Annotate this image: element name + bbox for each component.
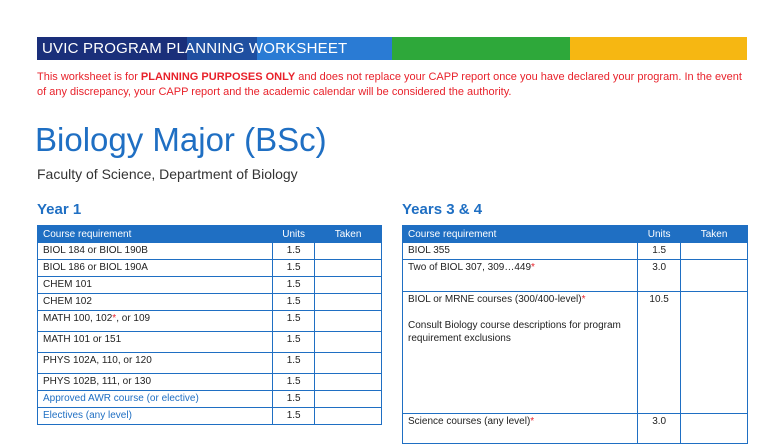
year1-table bbox=[37, 225, 382, 425]
taken-cell[interactable] bbox=[315, 243, 382, 260]
table-row bbox=[38, 408, 382, 425]
column-header-taken: Taken bbox=[315, 226, 382, 243]
course-cell: Electives (any level) bbox=[38, 408, 273, 425]
taken-cell[interactable] bbox=[315, 391, 382, 408]
disclaimer bbox=[37, 70, 749, 100]
course-cell: PHYS 102A, 110, or 120 bbox=[38, 353, 273, 374]
years34-table bbox=[402, 225, 748, 444]
course-note: Consult Biology course descriptions for program requirement exclusions bbox=[408, 320, 621, 344]
course-cell: MATH 101 or 151 bbox=[38, 332, 273, 353]
table-row bbox=[403, 243, 748, 260]
units-cell: 1.5 bbox=[273, 374, 315, 391]
taken-cell[interactable] bbox=[315, 374, 382, 391]
course-cell: CHEM 102 bbox=[38, 294, 273, 311]
taken-cell[interactable] bbox=[315, 260, 382, 277]
table-row bbox=[38, 311, 382, 332]
course-cell bbox=[403, 292, 638, 414]
asterisk-mark: * bbox=[112, 313, 117, 324]
table-row bbox=[38, 260, 382, 277]
column-header-course: Course requirement bbox=[38, 226, 273, 243]
course-cell bbox=[403, 260, 638, 292]
course-cell: BIOL 186 or BIOL 190A bbox=[38, 260, 273, 277]
banner-title: UVIC PROGRAM PLANNING WORKSHEET bbox=[42, 40, 348, 57]
taken-cell[interactable] bbox=[681, 292, 748, 414]
course-cell: CHEM 101 bbox=[38, 277, 273, 294]
units-cell: 1.5 bbox=[273, 311, 315, 332]
taken-cell[interactable] bbox=[315, 277, 382, 294]
disclaimer-post: and does not replace your CAPP report once you have declared your program. In the event of any discrepancy, your CAPP report and the academic calendar will be considered the authority. bbox=[37, 71, 742, 98]
table-row bbox=[38, 374, 382, 391]
taken-cell[interactable] bbox=[315, 294, 382, 311]
units-cell: 3.0 bbox=[638, 260, 681, 292]
units-cell: 1.5 bbox=[273, 243, 315, 260]
taken-cell[interactable] bbox=[315, 311, 382, 332]
asterisk-mark: * bbox=[531, 262, 535, 273]
course-cell bbox=[403, 414, 638, 444]
units-cell: 1.5 bbox=[273, 277, 315, 294]
course-cell: BIOL 355 bbox=[403, 243, 638, 260]
course-text: Science courses (any level) bbox=[408, 416, 531, 427]
course-cell: Approved AWR course (or elective) bbox=[38, 391, 273, 408]
table-row bbox=[38, 294, 382, 311]
course-text: BIOL or MRNE courses (300/400-level) bbox=[408, 294, 582, 305]
table-row bbox=[38, 353, 382, 374]
taken-cell[interactable] bbox=[681, 243, 748, 260]
table-row bbox=[38, 243, 382, 260]
units-cell: 1.5 bbox=[273, 353, 315, 374]
page-subtitle: Faculty of Science, Department of Biology bbox=[37, 166, 298, 182]
column-header-course: Course requirement bbox=[403, 226, 638, 243]
table-row bbox=[38, 277, 382, 294]
table-row bbox=[403, 260, 748, 292]
year1-heading: Year 1 bbox=[37, 201, 82, 218]
taken-cell[interactable] bbox=[681, 260, 748, 292]
course-text-suffix: , or 109 bbox=[116, 313, 151, 324]
asterisk-mark: * bbox=[530, 416, 535, 427]
table-row bbox=[38, 332, 382, 353]
units-cell: 10.5 bbox=[638, 292, 681, 414]
units-cell: 1.5 bbox=[273, 408, 315, 425]
course-text: Two of BIOL 307, 309…449 bbox=[408, 262, 532, 273]
disclaimer-bold: PLANNING PURPOSES ONLY bbox=[140, 71, 296, 83]
page-title: Biology Major (BSc) bbox=[35, 121, 327, 158]
taken-cell[interactable] bbox=[315, 408, 382, 425]
table-row bbox=[403, 292, 748, 414]
taken-cell[interactable] bbox=[315, 332, 382, 353]
units-cell: 1.5 bbox=[273, 294, 315, 311]
taken-cell[interactable] bbox=[315, 353, 382, 374]
course-cell: PHYS 102B, 111, or 130 bbox=[38, 374, 273, 391]
units-cell: 1.5 bbox=[273, 391, 315, 408]
years34-heading: Years 3 & 4 bbox=[402, 201, 483, 218]
taken-cell[interactable] bbox=[681, 414, 748, 444]
column-header-units: Units bbox=[273, 226, 315, 243]
units-cell: 1.5 bbox=[638, 243, 681, 260]
course-text: MATH 100, 102 bbox=[43, 313, 113, 324]
units-cell: 3.0 bbox=[638, 414, 681, 444]
table-row bbox=[38, 391, 382, 408]
table-row bbox=[403, 414, 748, 444]
disclaimer-pre: This worksheet is for bbox=[37, 71, 141, 83]
course-cell: BIOL 184 or BIOL 190B bbox=[38, 243, 273, 260]
asterisk-mark: * bbox=[581, 294, 586, 305]
banner-segment-yellow bbox=[570, 37, 747, 60]
year1-header-row bbox=[38, 226, 382, 243]
column-header-taken: Taken bbox=[681, 226, 748, 243]
column-header-units: Units bbox=[638, 226, 681, 243]
units-cell: 1.5 bbox=[273, 332, 315, 353]
course-cell bbox=[38, 311, 273, 332]
units-cell: 1.5 bbox=[273, 260, 315, 277]
years34-header-row bbox=[403, 226, 748, 243]
banner-segment-green bbox=[392, 37, 570, 60]
